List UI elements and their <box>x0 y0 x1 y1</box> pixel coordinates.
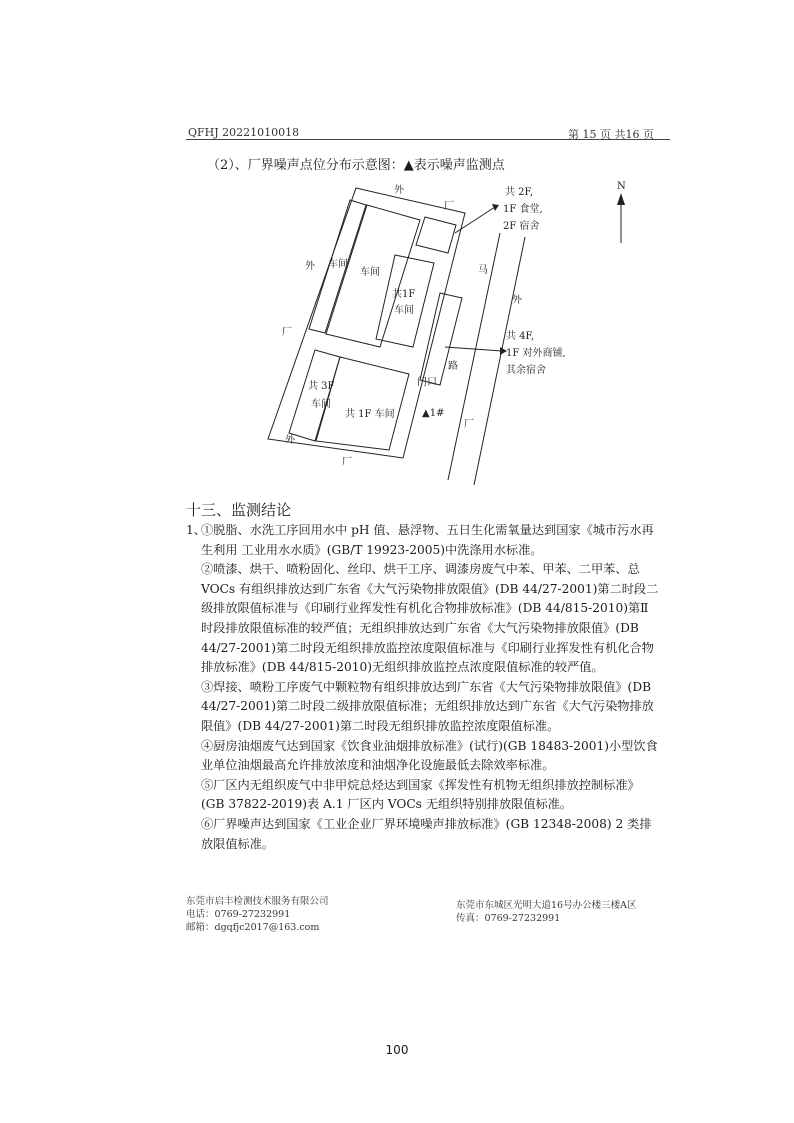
label-workshop-mid: 车间 <box>360 267 380 278</box>
conclusion-4: ④厨房油烟废气达到国家《饮食业油烟排放标准》(试行)(GB 18483-2001)小型饮食业单位油烟最高允许排放浓度和油烟净化设施最低去除效率标准。 <box>201 738 658 773</box>
conclusion-6: ⑥厂界噪声达到国家《工业企业厂界环境噪声排放标准》(GB 12348-2008) 2 类排放限值标准。 <box>201 816 652 851</box>
label-wai-left: 外 <box>305 261 315 272</box>
label-dorm-2: 1F 食堂, <box>503 204 543 215</box>
label-wai-right: 外 <box>512 295 522 306</box>
label-dorm-1: 共 2F, <box>505 187 534 198</box>
label-chang-right: 厂 <box>464 419 474 430</box>
page-number: 100 <box>385 1043 409 1057</box>
label-wai-top: 外 <box>394 185 404 196</box>
dorm-arrow-head <box>492 204 499 211</box>
bottom-3f-workshop <box>289 350 340 441</box>
footer-address: 东莞市东城区光明大道16号办公楼三楼A区 <box>456 900 637 911</box>
road-line-left <box>448 233 500 480</box>
item-number: 1、 <box>186 523 206 537</box>
footer-company: 东莞市启丰检测技术服务有限公司 <box>186 896 329 907</box>
footer-phone: 电话：0769-27232991 <box>186 909 291 920</box>
footer-left <box>186 895 329 934</box>
label-shop-3: 其余宿舍 <box>506 365 546 376</box>
north-arrow-head <box>617 193 625 205</box>
figure-caption: （2）、厂界噪声点位分布示意图：▲表示噪声监测点 <box>207 158 505 173</box>
label-chang-bottom: 厂 <box>342 457 352 468</box>
page-info: 第 15 页 共16 页 <box>568 128 654 141</box>
label-workshop-1f-a: 共1F <box>392 289 416 300</box>
conclusion-1: ①脱脂、水洗工序回用水中 pH 值、悬浮物、五日生化需氧量达到国家《城市污水再生利用 工业用水水质》(GB/T 19923-2005)中洗涤用水标准。 <box>201 523 654 557</box>
noise-point-site-map <box>180 175 640 495</box>
report-number: QFHJ 20221010018 <box>188 126 300 139</box>
label-workshop-3f-a: 共 3F <box>308 381 335 392</box>
canteen-dorm-building <box>416 217 456 253</box>
label-chang-top: 厂 <box>444 201 454 212</box>
label-road-2: 路 <box>448 361 458 372</box>
footer-fax: 传真：0769-27232991 <box>456 913 561 924</box>
footer-email: 邮箱：dgqfjc2017@163.com <box>186 922 320 933</box>
leader-line-dorm <box>455 207 495 233</box>
conclusion-list <box>201 521 659 854</box>
label-chang-left: 厂 <box>282 327 292 338</box>
label-workshop-3f-b: 车间 <box>311 399 331 410</box>
label-workshop-1f-b: 车间 <box>394 305 414 316</box>
conclusion-5: ⑤厂区内无组织废气中非甲烷总烃达到国家《挥发性有机物无组织排放控制标准》(GB 37822-2019)表 A.1 厂区内 VOCs 无组织特别排放限值标准。 <box>201 777 640 812</box>
footer-right <box>456 899 636 925</box>
label-workshop-1f-bottom: 共 1F 车间 <box>345 409 395 420</box>
label-gate: 门口 <box>417 377 437 388</box>
north-label: N <box>617 181 626 192</box>
noise-point-1: ▲1# <box>422 408 445 419</box>
section-title: 十三、监测结论 <box>186 501 292 519</box>
label-shop-2: 1F 对外商铺, <box>506 348 566 359</box>
label-workshop-left: 车间 <box>328 259 348 270</box>
conclusion-2: ②喷漆、烘干、喷粉固化、丝印、烘干工序、调漆房废气中苯、甲苯、二甲苯、总 VOCs 有组织排放达到广东省《大气污染物排放限值》(DB 44/27-2001)第二时段二级排放限值标准与《印刷行业挥发性有机化合物排放标准》(DB 44/815-2010)第Ⅱ时段排放限值标准的较严值；无组织排放达到广东省《大气污染物排放限值》(DB 44/27-2001)第二时段无组织排放监控浓度限值标准与《印刷行业挥发性有机化合物排放标准》(DB 44/815-2010)无组织排放监控点浓度限值标准的较严值。 <box>201 562 659 675</box>
leader-line-shop <box>445 347 502 351</box>
conclusion-3: ③焊接、喷粉工序废气中颗粒物有组织排放达到广东省《大气污染物排放限值》(DB 44/27-2001)第二时段二级排放限值标准；无组织排放达到广东省《大气污染物排放限值》(DB 44/27-2001)第二时段无组织排放监控浓度限值标准。 <box>201 679 654 733</box>
label-shop-1: 共 4F, <box>506 331 535 342</box>
header-rule <box>186 139 670 140</box>
label-dorm-3: 2F 宿舍 <box>503 221 540 232</box>
label-road-1: 马 <box>478 265 488 276</box>
label-wai-bottom: 外 <box>285 435 295 446</box>
